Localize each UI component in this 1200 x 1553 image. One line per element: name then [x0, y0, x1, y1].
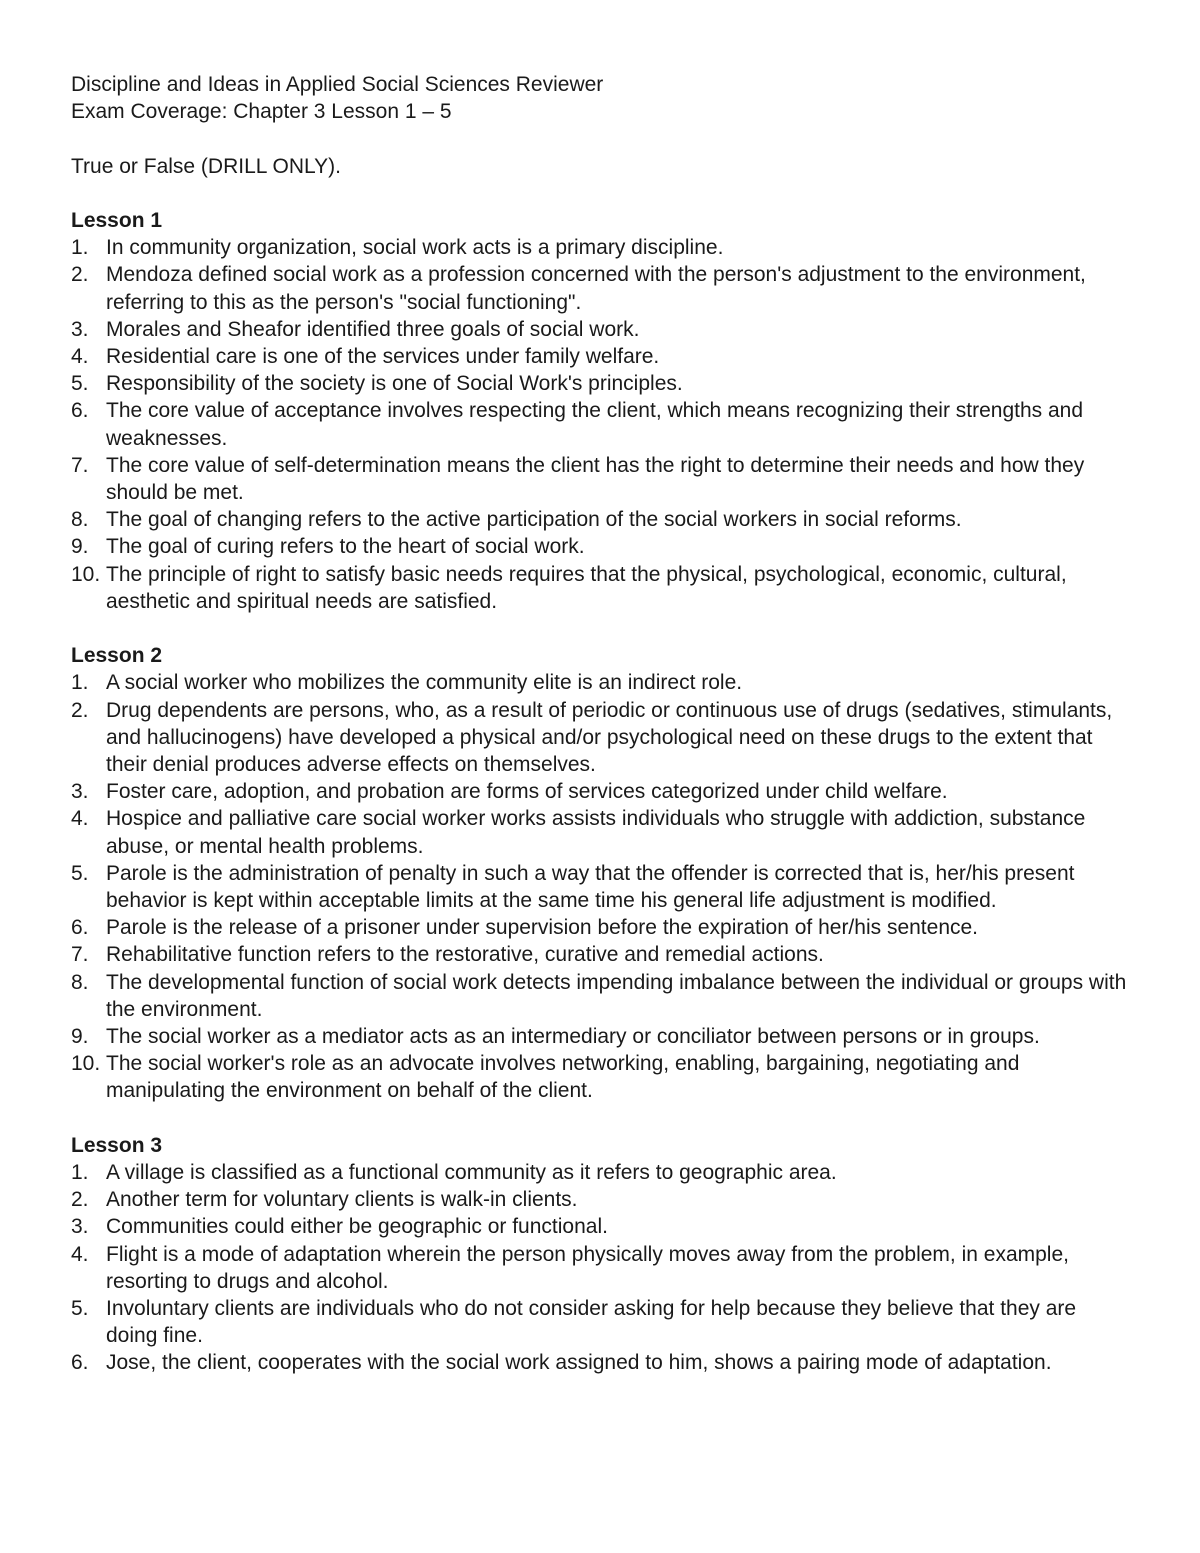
question-number: 7.: [71, 453, 89, 477]
question-number: 2.: [71, 1188, 89, 1212]
question-item: [71, 1159, 1131, 1186]
question-item: [71, 452, 1131, 506]
question-text: Rehabilitative function refers to the restorative, curative and remedial actions.: [106, 943, 824, 967]
question-number: 3.: [71, 780, 89, 804]
question-number: 7.: [71, 943, 89, 967]
question-number: 10.: [71, 562, 101, 586]
question-list: [71, 234, 1131, 615]
question-text: The developmental function of social work detects impending imbalance between the individual or groups with the environment.: [106, 970, 1127, 1021]
question-number: 9.: [71, 535, 89, 559]
question-item: [71, 1349, 1131, 1376]
question-text: Jose, the client, cooperates with the social work assigned to him, shows a pairing mode of adaptation.: [106, 1351, 1052, 1375]
question-item: [71, 941, 1131, 968]
document-title: Discipline and Ideas in Applied Social Sciences Reviewer: [71, 73, 604, 96]
question-list: [71, 1159, 1131, 1377]
question-item: [71, 316, 1131, 343]
document-page: [71, 71, 1131, 1377]
question-text: A social worker who mobilizes the community elite is an indirect role.: [106, 671, 743, 695]
question-number: 6.: [71, 399, 89, 423]
question-item: [71, 1186, 1131, 1213]
blank-line: [71, 125, 1131, 152]
question-text: The social worker as a mediator acts as an intermediary or conciliator between persons or in groups.: [106, 1025, 1040, 1049]
question-text: Flight is a mode of adaptation wherein the person physically moves away from the problem, in example, resorting to drugs and alcohol.: [106, 1242, 1069, 1293]
lesson-heading: Lesson 2: [71, 644, 163, 668]
question-item: [71, 234, 1131, 261]
question-number: 1.: [71, 671, 89, 695]
question-item: [71, 805, 1131, 859]
question-text: Parole is the administration of penalty in such a way that the offender is corrected that is, her/his present behavior is kept within acceptable limits at the same time his general life adjustment is modified.: [106, 861, 1075, 913]
question-list: [71, 669, 1131, 1104]
question-item: [71, 1241, 1131, 1295]
question-number: 8.: [71, 970, 89, 994]
question-text: Communities could either be geographic or functional.: [106, 1215, 608, 1239]
question-text: The goal of curing refers to the heart of social work.: [106, 535, 585, 559]
question-item: [71, 669, 1131, 696]
question-text: Another term for voluntary clients is walk-in clients.: [106, 1188, 578, 1212]
lesson-heading: Lesson 3: [71, 1133, 163, 1157]
question-number: 2.: [71, 263, 89, 287]
question-item: [71, 533, 1131, 560]
question-text: Responsibility of the society is one of Social Work's principles.: [106, 372, 683, 396]
question-text: Foster care, adoption, and probation are forms of services categorized under child welfare.: [106, 780, 948, 804]
lesson-heading: Lesson 1: [71, 208, 163, 232]
blank-line: [71, 615, 1131, 642]
lesson-section: [71, 207, 1131, 615]
question-number: 6.: [71, 916, 89, 940]
question-text: Drug dependents are persons, who, as a result of periodic or continuous use of drugs (sedatives, stimulants, and hallucinogens) have developed a physical and/or psychological need on these drugs to the extent that their denial produces adverse effects on themselves.: [106, 698, 1113, 777]
question-text: The principle of right to satisfy basic needs requires that the physical, psychological, economic, cultural, aesthetic and spiritual needs are satisfied.: [106, 562, 1067, 613]
question-number: 5.: [71, 372, 89, 396]
question-number: 4.: [71, 807, 89, 831]
question-item: [71, 506, 1131, 533]
question-text: Involuntary clients are individuals who do not consider asking for help because they believe that they are doing fine.: [106, 1297, 1077, 1348]
question-text: Morales and Sheafor identified three goals of social work.: [106, 317, 640, 341]
question-item: [71, 1213, 1131, 1240]
question-number: 6.: [71, 1351, 89, 1375]
question-text: The core value of self-determination means the client has the right to determine their needs and how they should be met.: [106, 453, 1085, 505]
question-item: [71, 778, 1131, 805]
lesson-section: [71, 642, 1131, 1104]
question-text: Hospice and palliative care social worker works assists individuals who struggle with addiction, substance abuse, or mental health problems.: [106, 807, 1086, 858]
question-item: [71, 397, 1131, 451]
question-number: 3.: [71, 317, 89, 341]
question-item: [71, 697, 1131, 779]
question-text: Parole is the release of a prisoner under supervision before the expiration of her/his sentence.: [106, 916, 979, 940]
question-item: [71, 1295, 1131, 1349]
question-item: [71, 343, 1131, 370]
question-item: [71, 561, 1131, 615]
question-number: 2.: [71, 698, 89, 722]
question-number: 4.: [71, 345, 89, 368]
question-number: 1.: [71, 236, 89, 260]
lesson-section: [71, 1132, 1131, 1377]
question-number: 10.: [71, 1052, 101, 1076]
question-number: 9.: [71, 1025, 89, 1049]
question-text: Residential care is one of the services under family welfare.: [106, 345, 660, 368]
blank-line: [71, 1105, 1131, 1132]
question-item: [71, 261, 1131, 315]
question-text: In community organization, social work acts is a primary discipline.: [106, 236, 724, 260]
question-number: 4.: [71, 1242, 89, 1266]
question-text: Mendoza defined social work as a profession concerned with the person's adjustment to the environment, referring to this as the person's "social functioning".: [106, 263, 1086, 314]
question-item: [71, 1023, 1131, 1050]
question-text: The social worker's role as an advocate involves networking, enabling, bargaining, negotiating and manipulating the environment on behalf of the client.: [106, 1052, 1020, 1103]
blank-line: [71, 180, 1131, 207]
question-item: [71, 914, 1131, 941]
question-text: The goal of changing refers to the active participation of the social workers in social reforms.: [106, 508, 962, 532]
question-item: [71, 860, 1131, 914]
question-text: A village is classified as a functional community as it refers to geographic area.: [106, 1161, 837, 1185]
question-item: [71, 969, 1131, 1023]
question-number: 3.: [71, 1215, 89, 1239]
question-number: 5.: [71, 1297, 89, 1321]
question-number: 8.: [71, 508, 89, 532]
question-text: The core value of acceptance involves respecting the client, which means recognizing their strengths and weaknesses.: [106, 399, 1084, 450]
question-number: 5.: [71, 861, 89, 885]
question-number: 1.: [71, 1161, 89, 1185]
question-item: [71, 1050, 1131, 1104]
instruction-text: True or False (DRILL ONLY).: [71, 154, 341, 178]
question-item: [71, 370, 1131, 397]
exam-coverage: Exam Coverage: Chapter 3 Lesson 1 – 5: [71, 100, 452, 124]
